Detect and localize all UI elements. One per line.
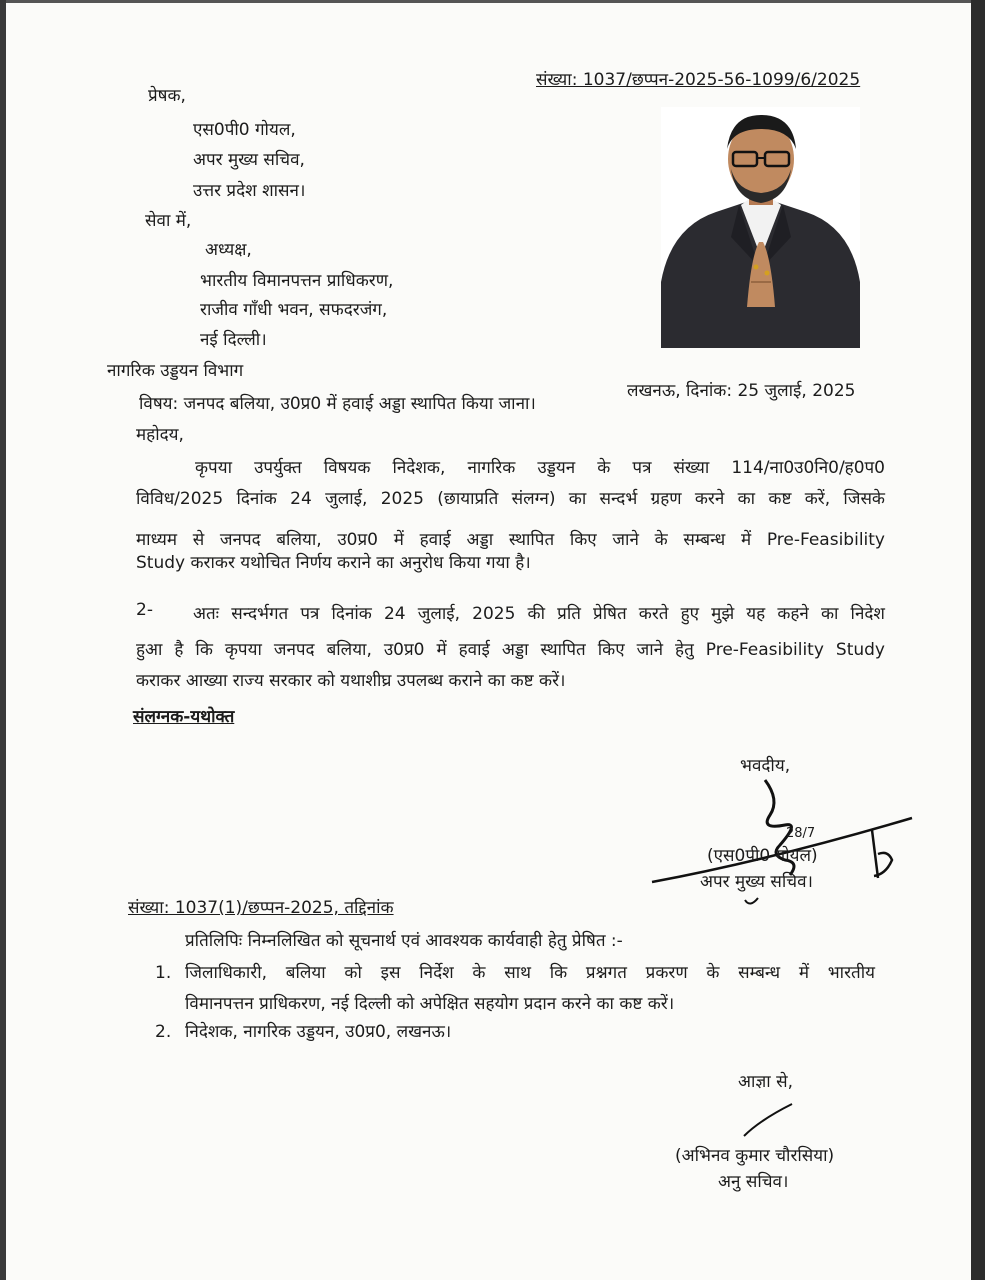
para2-number: 2- xyxy=(136,600,153,620)
enclosure-note: संलग्नक-यथोक्त xyxy=(133,707,235,727)
para1-line-3: माध्यम से जनपद बलिया, उ0प्र0 में हवाई अड्डा स्थापित किए जाने के सम्बन्ध में Pre-Feasibility xyxy=(136,530,885,550)
closing-yours: भवदीय, xyxy=(740,756,791,776)
para2-line-2: हुआ है कि कृपया जनपद बलिया, उ0प्र0 में हवाई अड्डा स्थापित किए जाने हेतु Pre-Feasibility Study xyxy=(136,640,885,660)
para1-line-1: कृपया उपर्युक्त विषयक निदेशक, नागरिक उड्डयन के पत्र संख्या 114/ना0उ0नि0/ह0प0 xyxy=(195,458,885,478)
second-signature-mark xyxy=(740,1100,800,1140)
sender-name: एस0पी0 गोयल, xyxy=(193,120,296,140)
reference-number: संख्या: 1037/छप्पन-2025-56-1099/6/2025 xyxy=(536,70,861,90)
para1-line-4: Study कराकर यथोचित निर्णय कराने का अनुरोध किया गया है। xyxy=(136,553,531,573)
subject-line: विषय: जनपद बलिया, उ0प्र0 में हवाई अड्डा स्थापित किया जाना। xyxy=(139,394,536,414)
recipient-line-1: अध्यक्ष, xyxy=(205,240,252,260)
signatory-designation: अपर मुख्य सचिव। xyxy=(700,872,813,892)
scan-edge-right xyxy=(971,0,985,1280)
copy-item-number: 2. xyxy=(155,1022,172,1042)
sender-office: उत्तर प्रदेश शासन। xyxy=(193,181,306,201)
person-photo xyxy=(661,107,860,348)
copy-reference: संख्या: 1037(1)/छप्पन-2025, तद्दिनांक xyxy=(128,898,394,918)
order-closing: आज्ञा से, xyxy=(738,1072,793,1092)
copy-item-2-line-1: निदेशक, नागरिक उड्डयन, उ0प्र0, लखनऊ। xyxy=(185,1022,452,1042)
para2-line-1: अतः सन्दर्भगत पत्र दिनांक 24 जुलाई, 2025 की प्रति प्रेषित करते हुए मुझे यह कहने का निदेश xyxy=(193,604,885,624)
para2-line-3: कराकर आख्या राज्य सरकार को यथाशीघ्र उपलब्ध कराने का कष्ट करें। xyxy=(136,671,566,691)
para1-line-2: विविध/2025 दिनांक 24 जुलाई, 2025 (छायाप्रति संलग्न) का सन्दर्भ ग्रहण करने का कष्ट करें, जिसके xyxy=(136,489,885,509)
recipient-line-4: नई दिल्ली। xyxy=(200,330,267,350)
copy-item-1-line-1: जिलाधिकारी, बलिया को इस निर्देश के साथ कि प्रश्नगत प्रकरण के सम्बन्ध में भारतीय xyxy=(185,963,875,983)
copy-item-1-line-2: विमानपत्तन प्राधिकरण, नई दिल्ली को अपेक्षित सहयोग प्रदान करने का कष्ट करें। xyxy=(185,994,675,1014)
recipient-label: सेवा में, xyxy=(145,211,192,231)
person-photo-graphic xyxy=(661,107,860,348)
scan-edge-left xyxy=(0,0,6,1280)
copy-intro: प्रतिलिपिः निम्नलिखित को सूचनार्थ एवं आवश्यक कार्यवाही हेतु प्रेषित :- xyxy=(185,931,623,951)
department-name: नागरिक उड्डयन विभाग xyxy=(107,361,244,381)
salutation: महोदय, xyxy=(136,425,184,445)
handwritten-date: 28/7 xyxy=(786,826,816,841)
place-date: लखनऊ, दिनांक: 25 जुलाई, 2025 xyxy=(627,381,856,401)
recipient-line-2: भारतीय विमानपत्तन प्राधिकरण, xyxy=(200,271,394,291)
recipient-line-3: राजीव गाँधी भवन, सफदरजंग, xyxy=(200,300,388,320)
second-signatory-designation: अनु सचिव। xyxy=(718,1172,789,1192)
scan-edge-top xyxy=(0,0,985,3)
copy-item-number: 1. xyxy=(155,963,172,983)
second-signatory-name: (अभिनव कुमार चौरसिया) xyxy=(675,1146,835,1166)
signatory-name: (एस0पी0 गोयल) xyxy=(707,846,818,866)
sender-designation: अपर मुख्य सचिव, xyxy=(193,150,305,170)
sender-label: प्रेषक, xyxy=(148,86,186,106)
